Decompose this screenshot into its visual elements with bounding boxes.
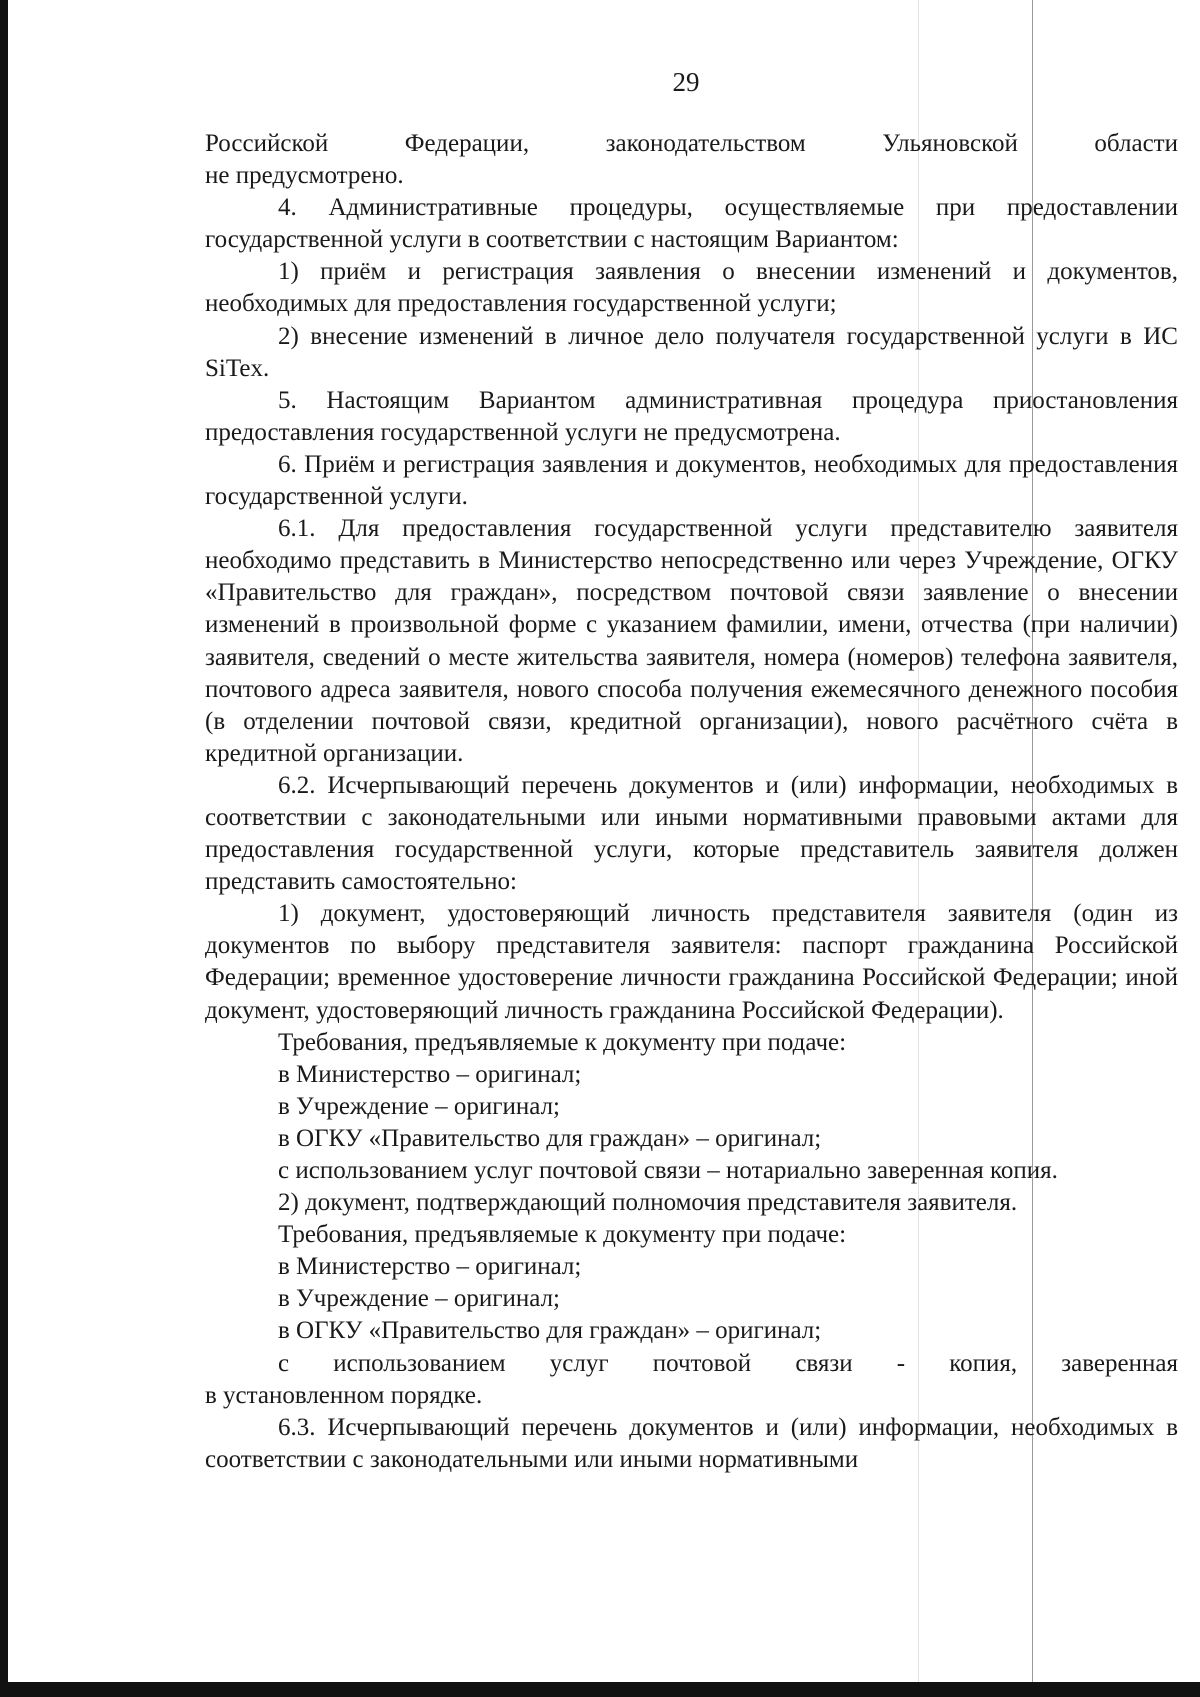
- paragraph-6-1: 6.1. Для предоставления государственной услуги представителю заявителя необходимо представить в Министерство непосредственно или через Учреждение, ОГКУ «Правительство для граждан», посредством почтовой связи заявление о внесении изменений в произвольной форме с указанием фамилии, имени, отчества (при наличии) заявителя, сведений о месте жительства заявителя, номера (номеров) телефона заявителя, почтового адреса заявителя, нового способа получения ежемесячного денежного пособия (в отделении почтовой связи, кредитной организации), нового расчётного счёта в кредитной организации.: [205, 515, 1178, 767]
- requirement-item: в ОГКУ «Правительство для граждан» – оригинал;: [278, 1317, 822, 1345]
- page-number: 29: [672, 67, 700, 97]
- paragraph-4: 4. Административные процедуры, осуществляемые при предоставлении государственной услуги в соответствии с настоящим Вариантом:: [205, 194, 1178, 254]
- text-line: Российской Федерации, законодательством Ульяновской области: [205, 130, 1178, 157]
- requirements-heading: Требования, предъявляемые к документу при подаче:: [278, 1221, 847, 1249]
- scan-edge-left: [0, 0, 8, 1697]
- requirement-item: в Министерство – оригинал;: [278, 1253, 582, 1281]
- paragraph-4-item-2: 2) внесение изменений в личное дело получателя государственной услуги в ИС SiTex.: [205, 322, 1178, 382]
- scan-edge-bottom: [0, 1682, 1200, 1697]
- paragraph-5: 5. Настоящим Вариантом административная процедура приостановления предоставления государственной услуги не предусмотрена.: [205, 386, 1178, 446]
- paragraph-4-item-1: 1) приём и регистрация заявления о внесении изменений и документов, необходимых для предоставления государственной услуги;: [205, 258, 1178, 318]
- requirement-item: в ОГКУ «Правительство для граждан» – оригинал;: [278, 1124, 822, 1152]
- requirement-item: в Учреждение – оригинал;: [278, 1285, 560, 1313]
- requirement-item: с использованием услуг почтовой связи – нотариально заверенная копия.: [278, 1157, 1058, 1184]
- requirement-item-tail: в установленном порядке.: [205, 1381, 483, 1409]
- paragraph-6-2-item-1: 1) документ, удостоверяющий личность представителя заявителя (один из документов по выбору представителя заявителя: паспорт гражданина Российской Федерации; временное удостоверение личности гражданина Российской Федерации; иной документ, удостоверяющий личность гражданина Российской Федерации).: [205, 900, 1178, 1024]
- document-body: [205, 128, 1178, 1476]
- paragraph-6-2: 6.2. Исчерпывающий перечень документов и (или) информации, необходимых в соответствии с законодательными или иными нормативными правовыми актами для предоставления государственной услуги, которые представитель заявителя должен представить самостоятельно:: [205, 771, 1178, 896]
- paragraph: не предусмотрено.: [205, 162, 404, 190]
- requirement-item: в Учреждение – оригинал;: [278, 1092, 560, 1120]
- requirements-heading: Требования, предъявляемые к документу при подаче:: [278, 1028, 847, 1056]
- paragraph-6-3: 6.3. Исчерпывающий перечень документов и (или) информации, необходимых в соответствии с законодательными или иными нормативными: [205, 1413, 1178, 1473]
- requirement-item: с использованием услуг почтовой связи - копия, заверенная: [278, 1349, 1178, 1377]
- paragraph-6: 6. Приём и регистрация заявления и документов, необходимых для предоставления государственной услуги.: [205, 450, 1178, 511]
- requirement-item: в Министерство – оригинал;: [278, 1060, 582, 1088]
- paragraph-6-2-item-2: 2) документ, подтверждающий полномочия представителя заявителя.: [278, 1189, 1018, 1217]
